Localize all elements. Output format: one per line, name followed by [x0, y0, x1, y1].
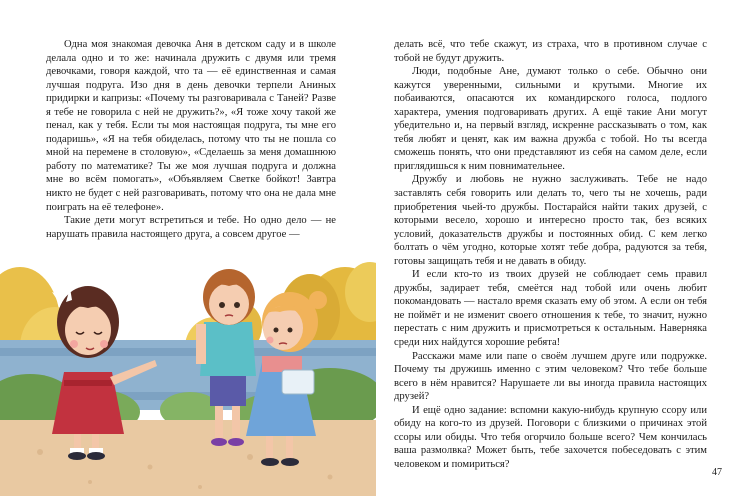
page-number: 47 — [712, 467, 722, 478]
left-text-column — [46, 38, 336, 241]
right-text-column — [394, 38, 707, 472]
paragraph: И если кто-то из твоих друзей не соблюдает семь правил дружбы, задирает тебя, смеётся над тобой или очень любит покомандовать — настало время сказать ему об этом. А если он тебя не поймёт и не изменит своего отношения к тебе, то значит, нужно перестать с ним дружить и присмотреться к остальным. Наверняка среди них найдутся хорошие ребята! — [394, 269, 707, 349]
paragraph: Расскажи маме или папе о своём лучшем друге или подружке. Почему ты дружишь именно с этим человеком? Что тебе больше всего в нём нравится? Нарушаете ли вы иногда правила настоящих друзей? — [394, 350, 707, 403]
paragraph: Такие дети могут встретиться и тебе. Но одно дело — не нарушать правила настоящего друга, а совсем другое — — [46, 215, 336, 240]
paragraph: И ещё одно задание: вспомни какую-нибудь крупную ссору или обиду на кого-то из друзей. Поговори с близкими о причинах этой ссоры или обиды. Что тебя огорчило больше всего? Чем кончилась ваша размолвка? Может быть, тебе захочется побеседовать с этим человеком и помириться? — [394, 404, 707, 470]
paragraph: Одна моя знакомая девочка Аня в детском саду и в школе делала одно и то же: начинала дружить с двумя или тремя девочками, говоря каждой, что та — её единственная и самая лучшая подруга. Изо дня в день девочки терпели Аниных придирки и капризы: «Почему ты разговаривала с Таней? Разве я тебе не говорила с ней не дружить?», «Я тоже хочу такой же пенал, как у тебя. Если ты моя настоящая подруга, ты мне его подаришь», «Я на тебя обиделась, потому что ты не пошла со мной на перемене в столовую», «Сделаешь за меня домашнюю работу по математике? Ты же моя лучшая подруга и должна мне во всём помогать», «Объявляем Светке бойкот! Завтра никто не будет с ней разговаривать, потому что она не дала мне поиграть на её телефоне». — [46, 39, 336, 213]
paragraph-continuation: делать всё, что тебе скажут, из страха, что в противном случае с тобой не будут дружить. — [394, 39, 707, 64]
paragraph: Дружбу и любовь не нужно заслуживать. Тебе не надо заставлять себя говорить или делать то, чего ты не хочешь, ради приобретения чьей-то дружбы. Постарайся найти таких друзей, с которыми весело, хорошо и интересно просто так, без всяких условий, доказательств дружбы и постоянных обид. С кем легко болтать о чём угодно, которые хотят тебе добра, радуются за тебя, готовы защищать тебя и не давать в обиду. — [394, 174, 707, 267]
paragraph: Люди, подобные Ане, думают только о себе. Обычно они кажутся уверенными, сильными и крутыми. Многие их побаиваются, опасаются их командирского голоса, подлого характера, умения подговаривать других. А ещё такие Ани могут убедительно и, на первый взгляд, искренне рассказывать о том, как тебя любят и ценят, как им важна дружба с тобой. Но ты всегда сможешь понять, что они представляют из себя на самом деле, если приглядишься к ним повнимательнее. — [394, 66, 707, 172]
children-illustration — [0, 252, 376, 496]
